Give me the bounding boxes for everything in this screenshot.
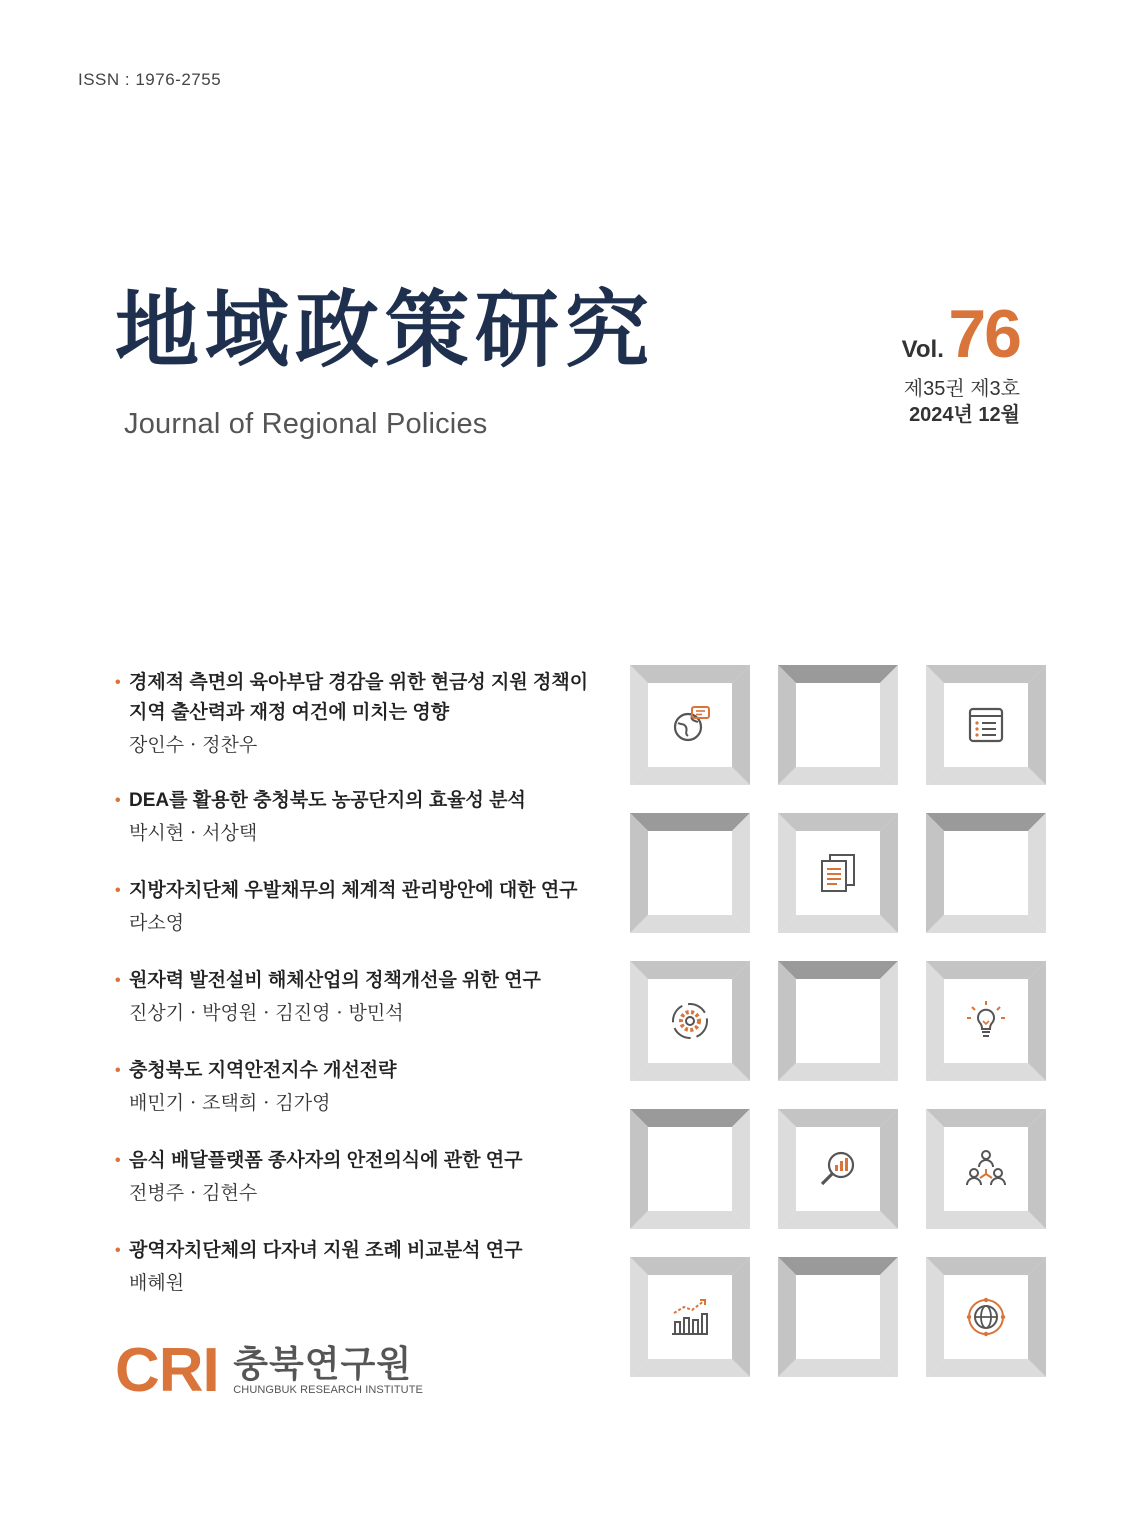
article-item[interactable] bbox=[115, 668, 588, 762]
article-authors: 전병주 · 김현수 bbox=[129, 1182, 258, 1204]
logo-korean-name: 충북연구원 bbox=[233, 1343, 413, 1384]
tile-bar-chart-growth bbox=[630, 1257, 750, 1377]
tile-frame-shape bbox=[630, 813, 750, 933]
article-authors: 장인수 · 정찬우 bbox=[129, 734, 258, 756]
publication-date: 2024년 12월 bbox=[909, 404, 1020, 426]
article-authors: 라소영 bbox=[129, 912, 185, 934]
article-item[interactable] bbox=[115, 876, 578, 940]
journal-title-chinese: 地域政策研究 bbox=[115, 280, 656, 379]
logo-abbreviation: CRI bbox=[115, 1336, 219, 1405]
tile-frame-shape bbox=[630, 1109, 750, 1229]
volume-number: 76 bbox=[948, 296, 1020, 372]
tile-frame bbox=[630, 813, 750, 933]
article-item[interactable] bbox=[115, 966, 541, 1030]
article-item[interactable] bbox=[115, 1236, 522, 1300]
tile-frame-shape bbox=[926, 813, 1046, 933]
publisher-logo bbox=[115, 1336, 423, 1405]
tile-globe-target bbox=[926, 1257, 1046, 1377]
tile-frame bbox=[630, 1109, 750, 1229]
article-authors: 배민기 · 조택희 · 김가영 bbox=[129, 1092, 331, 1114]
volume-label: Vol. bbox=[901, 336, 944, 363]
lightbulb-icon bbox=[966, 1001, 1006, 1041]
article-authors: 박시현 · 서상택 bbox=[129, 822, 258, 844]
tile-frame-shape bbox=[778, 665, 898, 785]
tile-copy-document bbox=[778, 813, 898, 933]
article-item[interactable] bbox=[115, 1056, 397, 1120]
article-authors: 배혜원 bbox=[129, 1272, 185, 1294]
issn-number: ISSN : 1976-2755 bbox=[78, 70, 222, 89]
magnifier-chart-icon bbox=[818, 1149, 858, 1189]
tile-gear-cycle bbox=[630, 961, 750, 1081]
tile-people-network bbox=[926, 1109, 1046, 1229]
tile-frame-shape bbox=[778, 961, 898, 1081]
issue-number: 제35권 제3호 bbox=[903, 378, 1020, 400]
globe-target-icon bbox=[966, 1297, 1006, 1337]
article-title: • 음식 배달플랫폼 종사자의 안전의식에 관한 연구 bbox=[115, 1146, 522, 1176]
article-title: • 경제적 측면의 육아부담 경감을 위한 현금성 지원 정책이 지역 출산력과 재정 여건에 미치는 영향 bbox=[115, 668, 588, 728]
people-network-icon bbox=[966, 1149, 1006, 1189]
tile-list-document bbox=[926, 665, 1046, 785]
article-title: • 광역자치단체의 다자녀 지원 조례 비교분석 연구 bbox=[115, 1236, 522, 1266]
volume-block bbox=[880, 296, 1020, 428]
tile-magnifier-chart bbox=[778, 1109, 898, 1229]
logo-english-name: CHUNGBUK RESEARCH INSTITUTE bbox=[233, 1383, 423, 1396]
globe-chat-icon bbox=[670, 705, 710, 745]
list-document-icon bbox=[966, 705, 1006, 745]
tile-frame bbox=[778, 1257, 898, 1377]
decorative-tile-grid bbox=[630, 665, 1050, 1390]
article-authors: 진상기 · 박영원 · 김진영 · 방민석 bbox=[129, 1002, 404, 1024]
tile-globe-chat bbox=[630, 665, 750, 785]
tile-frame-shape bbox=[778, 1257, 898, 1377]
tile-frame bbox=[926, 813, 1046, 933]
tile-frame bbox=[778, 961, 898, 1081]
copy-document-icon bbox=[818, 853, 858, 893]
journal-title-english: Journal of Regional Policies bbox=[124, 408, 488, 440]
article-item[interactable] bbox=[115, 786, 526, 850]
tile-frame bbox=[778, 665, 898, 785]
tile-lightbulb bbox=[926, 961, 1046, 1081]
article-title: • 지방자치단체 우발채무의 체계적 관리방안에 대한 연구 bbox=[115, 876, 578, 906]
article-title: • 충청북도 지역안전지수 개선전략 bbox=[115, 1056, 397, 1086]
article-item[interactable] bbox=[115, 1146, 522, 1210]
gear-cycle-icon bbox=[670, 1001, 710, 1041]
article-title: • DEA를 활용한 충청북도 농공단지의 효율성 분석 bbox=[115, 786, 526, 816]
bar-chart-growth-icon bbox=[670, 1297, 710, 1337]
article-title: • 원자력 발전설비 해체산업의 정책개선을 위한 연구 bbox=[115, 966, 541, 996]
